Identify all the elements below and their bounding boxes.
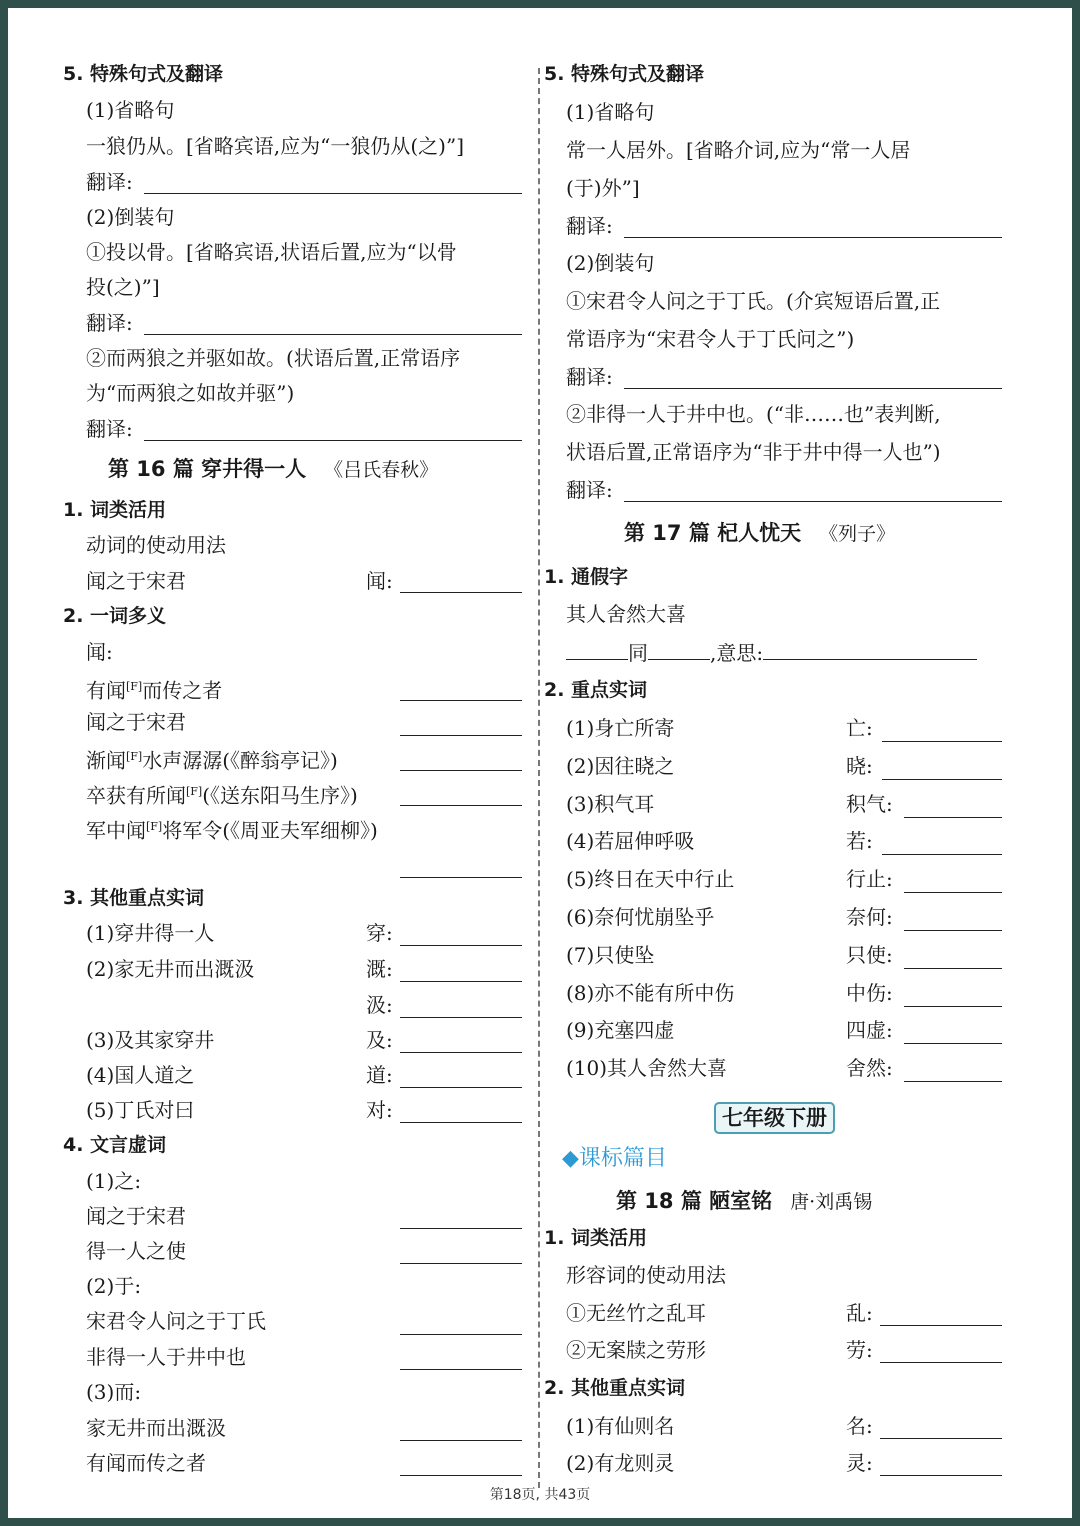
answer-line[interactable] (400, 805, 522, 806)
subheading: 形容词的使动用法 (566, 1263, 726, 1287)
list-item: (5)终日在天中行止 (566, 867, 735, 891)
text-part: 将军令(《周亚夫军细柳》) (162, 818, 378, 843)
answer-line[interactable] (880, 1475, 1002, 1476)
section-heading: 1. 词类活用 (544, 1227, 648, 1249)
blank-label: 行止: (846, 867, 893, 891)
translate-label: 翻译: (86, 311, 133, 335)
meaning-label: ,意思: (710, 641, 764, 665)
same-as: 同 (628, 641, 648, 665)
text-line: 一狼仍从。[省略宾语,应为“一狼仍从(之)”] (86, 134, 465, 158)
blank-label: 亡: (846, 716, 873, 740)
answer-line[interactable] (400, 1017, 522, 1018)
blank-meaning[interactable] (763, 639, 977, 660)
text-part: 水声潺潺(《醉翁亭记》) (142, 748, 338, 773)
answer-line[interactable] (882, 854, 1002, 855)
text-part: 卒获有所闻 (86, 783, 186, 808)
blank-label: 乱: (846, 1301, 873, 1325)
section-heading: 1. 词类活用 (63, 499, 167, 521)
blank-variant[interactable] (648, 639, 710, 660)
text-line (86, 814, 378, 844)
answer-line[interactable] (400, 1228, 522, 1229)
text-line: 常语序为“宋君令人于丁氏问之”) (566, 327, 855, 351)
chapter-title (108, 454, 438, 485)
text-line: ②非得一人于井中也。(“非……也”表判断, (566, 402, 941, 426)
answer-line[interactable] (144, 440, 522, 441)
list-item: (4)若屈伸呼吸 (566, 829, 695, 853)
text-line (86, 779, 358, 809)
translate-label: 翻译: (566, 214, 613, 238)
answer-line[interactable] (400, 1369, 522, 1370)
text-line: ①无丝竹之乱耳 (566, 1301, 706, 1325)
answer-line[interactable] (904, 1043, 1002, 1044)
section-heading: 2. 一词多义 (63, 605, 167, 627)
text-line: ①宋君令人问之于丁氏。(介宾短语后置,正 (566, 289, 941, 313)
answer-line[interactable] (904, 892, 1002, 893)
left-column (8, 8, 538, 1518)
answer-line[interactable] (880, 1438, 1002, 1439)
section-heading: 2. 其他重点实词 (544, 1377, 686, 1399)
translate-label: 翻译: (566, 365, 613, 389)
blank-label: 奈何: (846, 905, 893, 929)
chapter-source: 《吕氏春秋》 (324, 459, 439, 481)
answer-line[interactable] (144, 193, 522, 194)
text-part: (《送东阳马生序》) (202, 783, 358, 808)
column-divider (538, 68, 540, 1488)
section-heading: 2. 重点实词 (544, 679, 648, 701)
subheading: (1)省略句 (566, 100, 655, 124)
answer-line[interactable] (400, 1334, 522, 1335)
text-line: (5)丁氏对曰 (86, 1098, 195, 1122)
text-line: ①投以骨。[省略宾语,状语后置,应为“以骨 (86, 240, 457, 264)
chapter-source: 《列子》 (819, 523, 896, 545)
blank-label: 汲: (366, 993, 393, 1017)
text-line: ②无案牍之劳形 (566, 1338, 706, 1362)
answer-line[interactable] (882, 779, 1002, 780)
list-item: (1)身亡所寄 (566, 716, 675, 740)
text-line (86, 744, 338, 774)
section-heading: 5. 特殊句式及翻译 (63, 63, 224, 85)
subheading: (2)倒装句 (566, 251, 655, 275)
section-heading: 4. 文言虚词 (63, 1134, 167, 1156)
section-heading: 3. 其他重点实词 (63, 887, 205, 909)
blank-label: 积气: (846, 792, 893, 816)
text-line: 投(之)”] (86, 275, 160, 299)
footnote-mark: [F] (126, 750, 143, 763)
blank-label: 若: (846, 829, 873, 853)
blank-label: 中伤: (846, 981, 893, 1005)
text-line: 闻之于宋君 (86, 569, 186, 593)
blank-label: 及: (366, 1028, 393, 1052)
text-line: (3)及其家穿井 (86, 1028, 215, 1052)
text-line: 得一人之使 (86, 1239, 186, 1263)
answer-line[interactable] (904, 1006, 1002, 1007)
chapter-title-text: 第 16 篇 穿井得一人 (108, 457, 307, 481)
answer-line[interactable] (400, 1122, 522, 1123)
blank-label: 闻: (366, 569, 393, 593)
list-item: (2)因往晓之 (566, 754, 675, 778)
blank-label: 道: (366, 1063, 393, 1087)
answer-line[interactable] (880, 1325, 1002, 1326)
answer-line[interactable] (400, 1052, 522, 1053)
worksheet-page (8, 8, 1072, 1518)
answer-line[interactable] (400, 1475, 522, 1476)
footnote-mark: [F] (186, 785, 203, 798)
text-line: 状语后置,正常语序为“非于井中得一人也”) (566, 440, 941, 464)
answer-line[interactable] (400, 1087, 522, 1088)
answer-line[interactable] (400, 1440, 522, 1441)
page-footer: 第18页, 共43页 (489, 1487, 591, 1503)
footnote-mark: [F] (126, 680, 143, 693)
answer-line[interactable] (624, 237, 1002, 238)
translate-label: 翻译: (86, 170, 133, 194)
footnote-mark: [F] (146, 820, 163, 833)
answer-line[interactable] (400, 945, 522, 946)
text-line (86, 674, 222, 704)
text-line: 常一人居外。[省略介词,应为“常一人居 (566, 138, 911, 162)
answer-line[interactable] (904, 817, 1002, 818)
list-item: (6)奈何忧崩坠乎 (566, 905, 715, 929)
answer-line[interactable] (904, 968, 1002, 969)
grade-badge: 七年级下册 (714, 1102, 835, 1134)
answer-line[interactable] (400, 700, 522, 701)
subheading: (2)于: (86, 1274, 142, 1298)
text-line: (2)有龙则灵 (566, 1451, 675, 1475)
blank-label: 只使: (846, 943, 893, 967)
text-line: (1)穿井得一人 (86, 921, 215, 945)
blank-original[interactable] (566, 639, 628, 660)
answer-line[interactable] (624, 388, 1002, 389)
blank-label: 四虚: (846, 1018, 893, 1042)
subheading: (1)之: (86, 1169, 142, 1193)
subheading: (1)省略句 (86, 98, 175, 122)
text-part: 而传之者 (142, 678, 223, 703)
section-heading: 1. 通假字 (544, 566, 629, 588)
answer-line[interactable] (624, 501, 1002, 502)
tongjia-line (566, 639, 977, 666)
text-part: 渐闻 (86, 748, 126, 773)
text-line: 为“而两狼之如故并驱”) (86, 381, 295, 405)
text-part: 有闻 (86, 678, 126, 703)
text-line: 非得一人于井中也 (86, 1345, 246, 1369)
blank-label: 劳: (846, 1338, 873, 1362)
text-line: ②而两狼之并驱如故。(状语后置,正常语序 (86, 346, 461, 370)
chapter-source: 唐·刘禹锡 (790, 1191, 873, 1213)
subheading: (3)而: (86, 1380, 142, 1404)
list-item: (9)充塞四虚 (566, 1018, 675, 1042)
blank-label: 穿: (366, 921, 393, 945)
list-item: (10)其人舍然大喜 (566, 1056, 728, 1080)
blank-label: 晓: (846, 754, 873, 778)
answer-line[interactable] (144, 334, 522, 335)
text-part: 军中闻 (86, 818, 146, 843)
subheading: (2)倒装句 (86, 205, 175, 229)
list-item: (7)只使坠 (566, 943, 655, 967)
text-line: 宋君令人问之于丁氏 (86, 1309, 266, 1333)
text-line: (1)有仙则名 (566, 1414, 675, 1438)
keyword: 闻: (86, 640, 113, 664)
text-line: (4)国人道之 (86, 1063, 195, 1087)
answer-line[interactable] (400, 592, 522, 593)
text-line: 其人舍然大喜 (566, 602, 686, 626)
blank-label: 溉: (366, 957, 393, 981)
text-line: 闻之于宋君 (86, 710, 186, 734)
text-line: 有闻而传之者 (86, 1451, 206, 1475)
answer-line[interactable] (400, 770, 522, 771)
answer-line[interactable] (400, 735, 522, 736)
list-item: (3)积气耳 (566, 792, 655, 816)
chapter-title-text: 第 17 篇 杞人忧天 (624, 521, 802, 545)
curriculum-heading: ◆课标篇目 (562, 1146, 667, 1171)
blank-label: 名: (846, 1414, 873, 1438)
chapter-title-text: 第 18 篇 陋室铭 (616, 1189, 773, 1213)
translate-label: 翻译: (566, 478, 613, 502)
text-line: 闻之于宋君 (86, 1204, 186, 1228)
text-line: (2)家无井而出溉汲 (86, 957, 255, 981)
chapter-title (624, 518, 895, 549)
text-line: 家无井而出溉汲 (86, 1416, 226, 1440)
blank-label: 舍然: (846, 1056, 893, 1080)
answer-line[interactable] (400, 877, 522, 878)
answer-line[interactable] (882, 741, 1002, 742)
answer-line[interactable] (400, 1263, 522, 1264)
text-line: (于)外”] (566, 176, 640, 200)
chapter-title (616, 1186, 872, 1217)
translate-label: 翻译: (86, 417, 133, 441)
blank-label: 对: (366, 1098, 393, 1122)
answer-line[interactable] (904, 930, 1002, 931)
section-heading: 5. 特殊句式及翻译 (544, 63, 705, 85)
subheading: 动词的使动用法 (86, 533, 226, 557)
blank-label: 灵: (846, 1451, 873, 1475)
list-item: (8)亦不能有所中伤 (566, 981, 735, 1005)
answer-line[interactable] (880, 1362, 1002, 1363)
answer-line[interactable] (904, 1081, 1002, 1082)
answer-line[interactable] (400, 981, 522, 982)
